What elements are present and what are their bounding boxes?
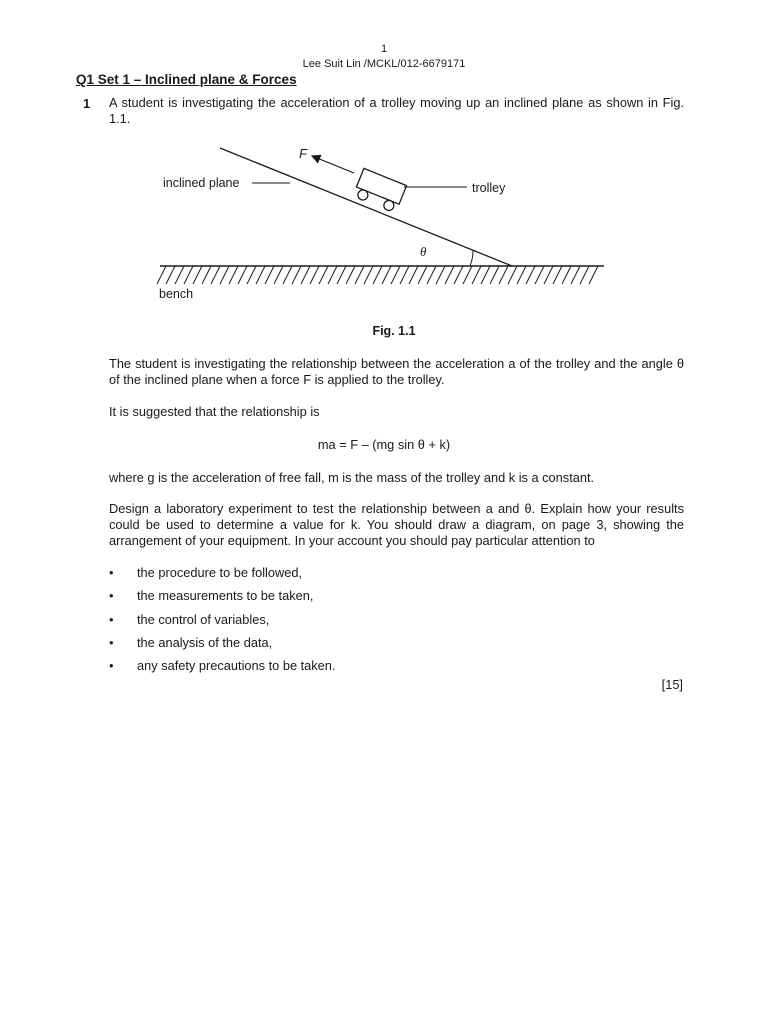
- force-arrow: [312, 156, 354, 173]
- question-number: 1: [83, 96, 91, 111]
- list-item: [109, 635, 335, 658]
- paragraph-suggestion: It is suggested that the relationship is: [109, 404, 320, 419]
- question-intro: A student is investigating the acceleration of a trolley moving up an inclined plane as shown in Fig. 1.1.: [109, 95, 684, 126]
- bullet-icon: •: [109, 634, 114, 650]
- paragraph-variables: where g is the acceleration of free fall, m is the mass of the trolley and k is a constant.: [109, 470, 595, 485]
- angle-arc: [470, 250, 473, 266]
- bullet-icon: •: [109, 658, 114, 674]
- attention-list: [109, 565, 335, 681]
- paragraph-relationship: The student is investigating the relationship between the acceleration a of the trolley and the angle θ of the inclined plane when a force F is applied to the trolley.: [109, 356, 684, 387]
- marks-total: [15]: [661, 677, 683, 692]
- angle-label: θ: [420, 244, 427, 259]
- bullet-icon: •: [109, 565, 114, 580]
- page-title: Q1 Set 1 – Inclined plane & Forces: [76, 72, 297, 87]
- paragraph-task: Design a laboratory experiment to test the relationship between a and θ. Explain how your results could be used to determine a value for k. You should draw a diagram, on page 3, showing the arrangement of your equipment. In your account you should pay particular attention to: [109, 501, 684, 548]
- list-item: [109, 612, 335, 635]
- list-item: [109, 658, 335, 681]
- bench-hatching: [157, 266, 598, 284]
- figure-caption: Fig. 1.1: [372, 324, 416, 338]
- list-item-text: the procedure to be followed,: [137, 565, 303, 580]
- list-item: [109, 588, 335, 611]
- list-item-text: any safety precautions to be taken.: [137, 658, 336, 674]
- bullet-icon: •: [109, 611, 114, 627]
- inclined-plane-line: [220, 148, 512, 266]
- equation: ma = F – (mg sin θ + k): [317, 437, 451, 452]
- list-item-text: the measurements to be taken,: [137, 588, 314, 604]
- trolley-label: trolley: [472, 181, 506, 195]
- page-number: 1: [380, 43, 388, 55]
- inclined-plane-diagram: [0, 0, 768, 320]
- bullet-icon: •: [109, 588, 114, 604]
- bench-label: bench: [159, 287, 194, 301]
- force-label: F: [299, 146, 307, 161]
- list-item-text: the analysis of the data,: [137, 634, 273, 650]
- author-line: Lee Suit Lin /MCKL/012-6679171: [302, 58, 466, 70]
- list-item-text: the control of variables,: [137, 611, 270, 627]
- trolley-shape: [353, 168, 407, 213]
- inclined-plane-label: inclined plane: [163, 176, 240, 190]
- list-item: [109, 565, 335, 588]
